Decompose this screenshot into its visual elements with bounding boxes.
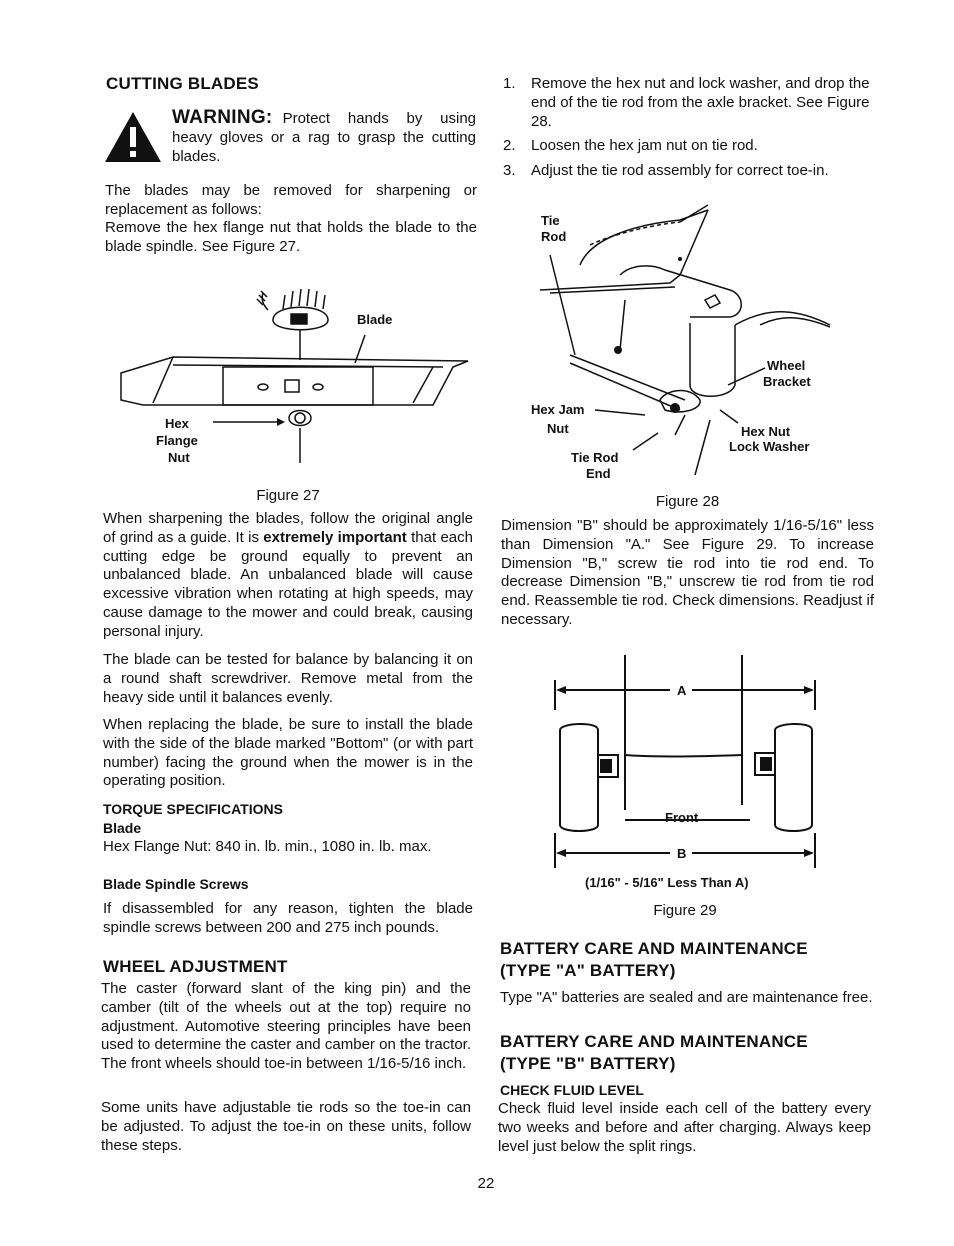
- fig29-label-a: A: [677, 683, 687, 698]
- battery-a-heading-2: (TYPE "A" BATTERY): [500, 961, 676, 980]
- sharpening-text-b: that each cutting edge be ground equally to prevent an unbalanced blade. An unbalanced blade will cause excessive vibration when rotating at high speeds, may cause damage to the mower and could break, causing personal injury.: [103, 528, 473, 640]
- fig27-label-blade: Blade: [357, 312, 393, 327]
- wheel-adjustment-text-1: The caster (forward slant of the king pin) and the camber (tilt of the wheels out at the top) require no adjustment. Automotive steering principles have been used to determine the caster and camber on the tractor. The front wheels should toe-in between 1/16-5/16 inch.: [101, 980, 471, 1073]
- fig28-label-nut: Nut: [547, 421, 569, 436]
- warning-text-line3: blades.: [172, 148, 221, 165]
- warning-label: WARNING:: [172, 107, 273, 128]
- fig29-label-b: B: [677, 846, 687, 861]
- dimension-paragraph: Dimension "B" should be approximately 1/16-5/16" less than Dimension "A." See Figure 29. To increase Dimension "B," screw tie rod into tie rod end. To decrease Dimension "B," unscrew tie rod from tie rod end. Reassemble tie rod. Check dimensions. Readjust if necessary.: [501, 517, 874, 628]
- fig27-label-flange: Flange: [156, 433, 198, 448]
- step-number: 1.: [503, 75, 516, 92]
- cutting-blades-heading: CUTTING BLADES: [106, 74, 259, 93]
- fig28-label-tie: Tie: [541, 213, 560, 228]
- torque-subheading-blade: Blade: [103, 820, 142, 836]
- sharpening-text-a: When sharpening the blades, follow the original angle of grind as a guide. It is: [103, 510, 473, 546]
- warning-text-line2: heavy gloves or a rag to grasp the cutting: [172, 129, 476, 146]
- warning-block: [172, 108, 476, 166]
- sharpening-paragraph: [103, 510, 473, 642]
- figure-27-caption: Figure 27: [256, 487, 320, 504]
- removal-intro: The blades may be removed for sharpening or replacement as follows:: [105, 182, 477, 218]
- torque-hex-flange: Hex Flange Nut: 840 in. lb. min., 1080 in. lb. max.: [103, 838, 432, 855]
- spindle-screws-text: If disassembled for any reason, tighten the blade spindle screws between 200 and 275 inch pounds.: [103, 900, 473, 936]
- figure-28-caption: Figure 28: [655, 493, 720, 510]
- battery-b-heading-2: (TYPE "B" BATTERY): [500, 1054, 676, 1073]
- replacing-paragraph: When replacing the blade, be sure to install the blade with the side of the blade marked "Bottom" (or with part number) facing the ground when the mower is in the operating position.: [103, 716, 473, 790]
- fig28-label-end: End: [586, 466, 611, 481]
- fig29-note: (1/16" - 5/16" Less Than A): [585, 875, 749, 890]
- warning-text-line1: Protect hands by using: [282, 110, 476, 127]
- battery-a-text: Type "A" batteries are sealed and are maintenance free.: [500, 989, 873, 1006]
- removal-instruction: Remove the hex flange nut that holds the blade to the blade spindle. See Figure 27.: [105, 219, 477, 255]
- warning-triangle-icon: [105, 112, 161, 162]
- fig28-label-tie-rod: Tie Rod: [571, 450, 619, 465]
- fig28-label-hex-jam: Hex Jam: [531, 402, 585, 417]
- fig29-label-front: Front: [665, 810, 699, 825]
- wheel-adjustment-text-2: Some units have adjustable tie rods so the toe-in can be adjusted. To adjust the toe-in on these units, follow these steps.: [101, 1099, 471, 1154]
- fig28-label-bracket: Bracket: [763, 374, 811, 389]
- spindle-screws-heading: Blade Spindle Screws: [103, 876, 249, 892]
- fig28-label-wheel: Wheel: [767, 358, 806, 373]
- battery-b-heading-1: BATTERY CARE AND MAINTENANCE: [500, 1032, 808, 1051]
- step-item: [500, 75, 875, 131]
- torque-heading: TORQUE SPECIFICATIONS: [103, 801, 283, 817]
- step-text: Adjust the tie rod assembly for correct toe-in.: [531, 162, 829, 180]
- step-text: Remove the hex nut and lock washer, and drop the end of the tie rod from the axle bracket. See Figure 28.: [531, 75, 870, 130]
- tie-rod-steps: [500, 75, 875, 181]
- figure-29-caption: Figure 29: [653, 902, 717, 919]
- balance-paragraph: The blade can be tested for balance by balancing it on a round shaft screwdriver. Remove metal from the heavy side until it balances evenly.: [103, 651, 473, 706]
- step-number: 3.: [503, 162, 516, 180]
- check-fluid-level-heading: CHECK FLUID LEVEL: [500, 1082, 644, 1098]
- fig27-label-hex: Hex: [165, 416, 189, 431]
- step-text: Loosen the hex jam nut on tie rod.: [531, 137, 758, 155]
- battery-a-heading-1: BATTERY CARE AND MAINTENANCE: [500, 939, 808, 958]
- figure-29-toe-in-diagram: [550, 655, 825, 870]
- fig28-label-rod: Rod: [541, 229, 567, 244]
- wheel-adjustment-heading: WHEEL ADJUSTMENT: [103, 957, 288, 976]
- step-item: [500, 162, 875, 181]
- step-item: [500, 137, 875, 156]
- step-number: 2.: [503, 137, 516, 155]
- page-number: 22: [477, 1175, 495, 1192]
- fig28-label-hex-nut: Hex Nut: [741, 424, 791, 439]
- check-fluid-level-text: Check fluid level inside each cell of the battery every two weeks and before and after charging. Always keep level just below the split rings.: [498, 1100, 871, 1155]
- fig28-label-lock-washer: Lock Washer: [729, 439, 810, 454]
- sharpening-text-bold: extremely important: [263, 528, 407, 546]
- fig27-label-nut: Nut: [168, 450, 190, 465]
